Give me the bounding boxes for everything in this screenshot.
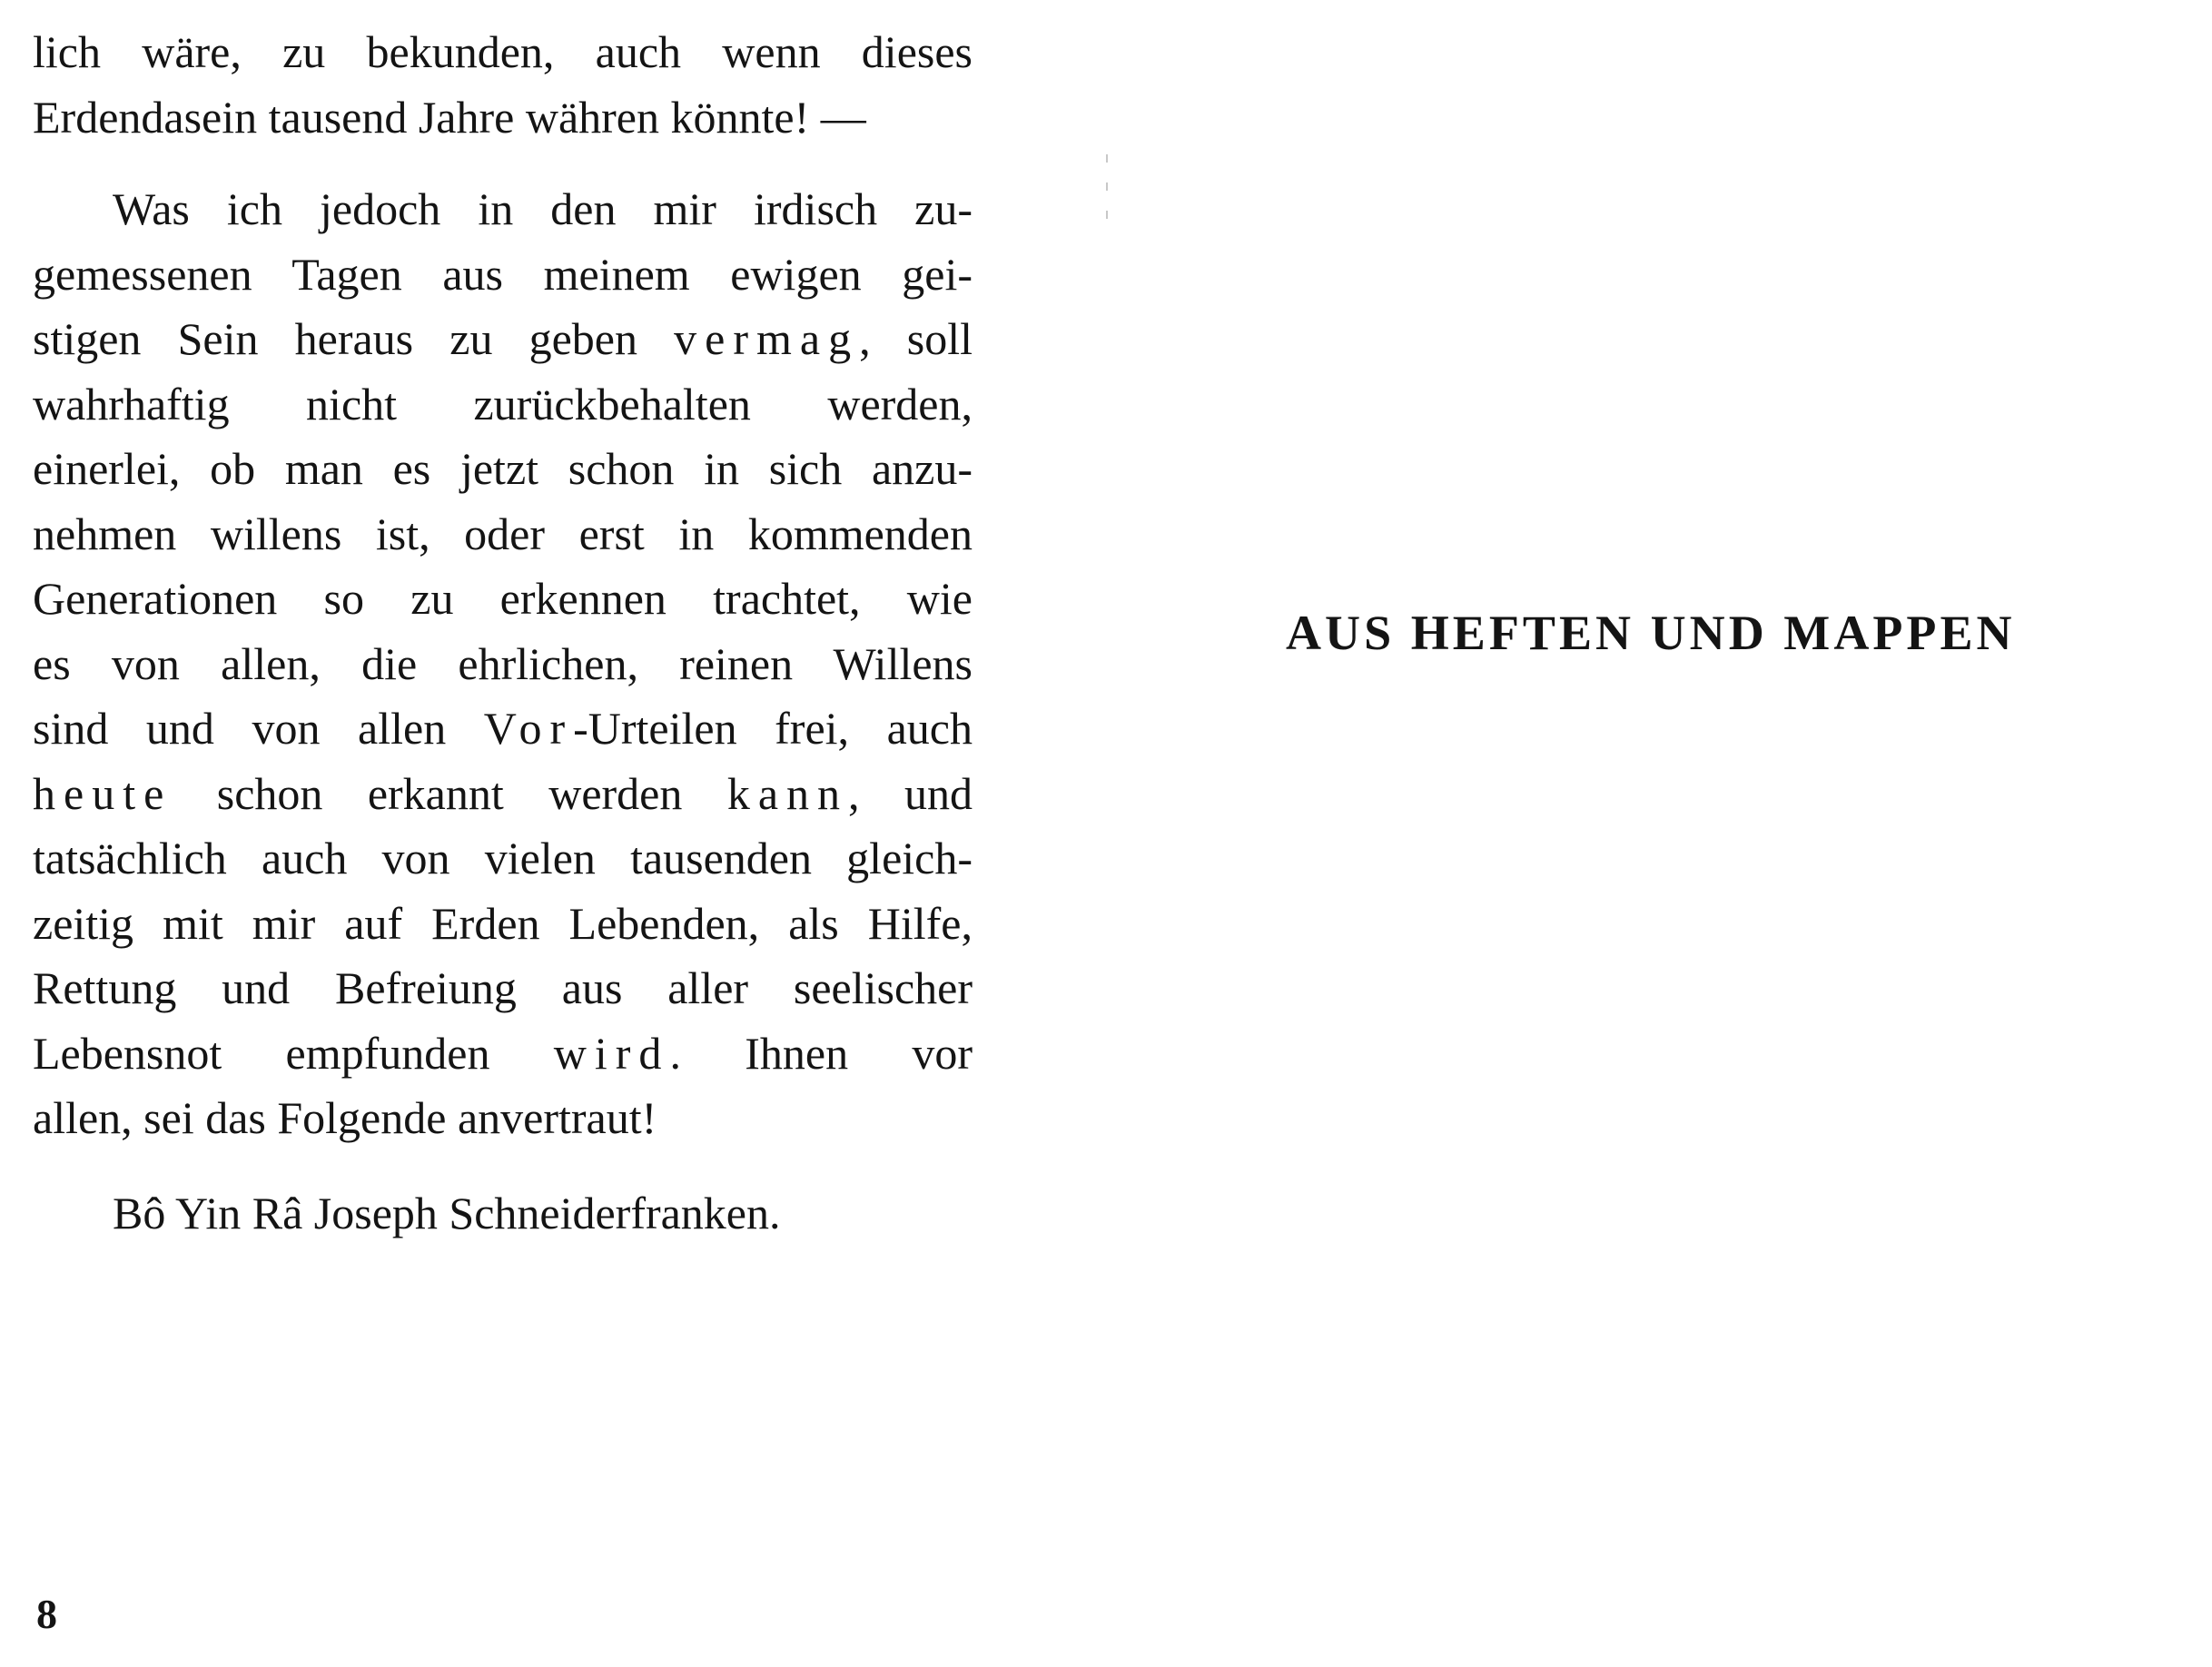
text-segment: schon erkannt werden — [172, 767, 727, 819]
text-segment: -Urteilen frei, auch — [573, 703, 973, 754]
text-line: wahrhaftig nicht zurückbehalten werden, — [33, 378, 973, 429]
text-line: gemessenen Tagen aus meinem ewigen gei- — [33, 248, 973, 300]
text-line: Erdendasein tausend Jahre währen könnte! — — [33, 91, 866, 143]
text-segment: stigen Sein heraus zu geben — [33, 313, 675, 364]
paragraph-1 — [33, 20, 973, 150]
text-line: lich wäre, zu bekunden, auch wenn dieses — [33, 26, 973, 77]
author-signature: Bô Yin Râ Joseph Schneiderfranken. — [113, 1187, 781, 1238]
text-segment: . Ihnen vor — [669, 1027, 973, 1079]
text-line: nehmen willens ist, oder erst in kommenden — [33, 508, 973, 559]
gutter-mark — [1106, 211, 1108, 219]
gutter-marks — [1106, 154, 1110, 245]
text-line — [33, 1021, 973, 1087]
text-line: es von allen, die ehrlichen, reinen Willens — [33, 637, 973, 689]
right-page — [1144, 0, 2212, 1667]
text-line: Was ich jedoch in den mir irdisch zu- — [113, 183, 973, 234]
section-title: AUS HEFTEN UND MAPPEN — [1286, 606, 2016, 660]
spaced-emphasis: heute — [33, 767, 173, 819]
text-line: Rettung und Befreiung aus aller seelischer — [33, 962, 973, 1013]
text-line — [33, 762, 973, 827]
text-line: tatsächlich auch von vielen tausenden gleich- — [33, 833, 973, 883]
text-line: Generationen so zu erkennen trachtet, wie — [33, 573, 973, 624]
spaced-emphasis: vermag — [674, 313, 860, 364]
spaced-emphasis: Vor — [483, 703, 574, 754]
gutter-mark — [1106, 182, 1108, 191]
page-number: 8 — [36, 1591, 57, 1637]
text-segment: , soll — [859, 313, 973, 364]
text-segment: sind und von allen — [33, 703, 484, 754]
text-line: einerlei, ob man es jetzt schon in sich anzu- — [33, 443, 973, 494]
text-line — [33, 696, 973, 762]
spaced-emphasis: wird — [553, 1027, 670, 1079]
text-line: zeitig mit mir auf Erden Lebenden, als Hilfe, — [33, 897, 973, 949]
paragraph-spacer — [33, 150, 973, 177]
gutter-mark — [1106, 154, 1108, 163]
text-line: allen, sei das Folgende anvertraut! — [33, 1092, 657, 1143]
spaced-emphasis: kann — [726, 767, 849, 819]
paragraph-2 — [33, 177, 973, 1151]
text-segment: Lebensnot empfunden — [33, 1027, 554, 1079]
text-line — [33, 307, 973, 372]
left-page — [33, 20, 973, 1246]
text-segment: , und — [848, 767, 973, 819]
